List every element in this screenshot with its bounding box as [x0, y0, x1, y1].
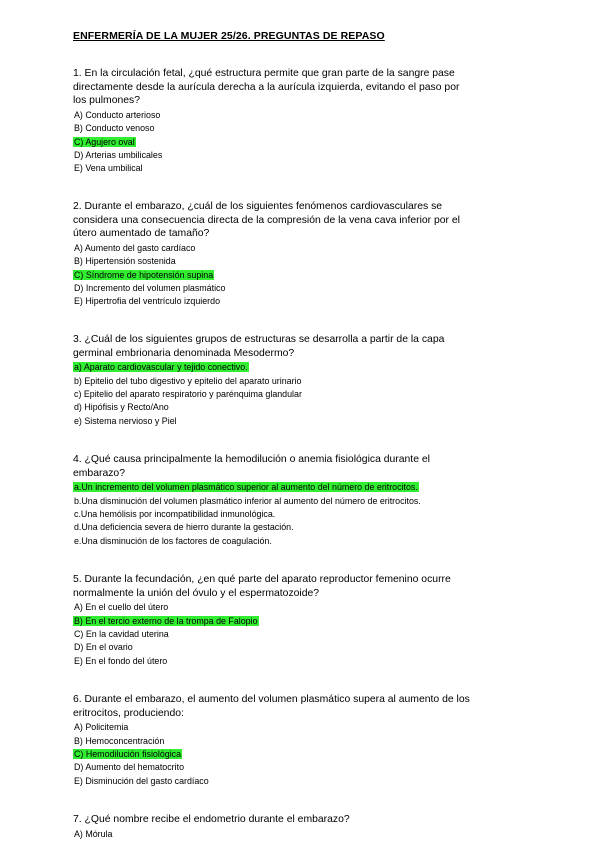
option: A) Policitemia — [74, 722, 129, 733]
option: E) Hipertrofia del ventrículo izquierdo — [74, 296, 221, 307]
option: D) Incremento del volumen plasmático — [74, 283, 226, 293]
option: E) Disminución del gasto cardíaco — [74, 775, 209, 786]
question-6 — [73, 693, 473, 788]
option: c.Una hemólisis por incompatibilidad inmunológica. — [74, 509, 276, 519]
question-text: 7. ¿Qué nombre recibe el endometrio durante el embarazo? — [73, 814, 350, 825]
option: D) En el ovario — [74, 642, 133, 653]
question-text: 1. En la circulación fetal, ¿qué estructura permite que gran parte de la sangre pase directamente desde la aurícula derecha a la aurícula izquierda, evitando el paso por los pulmones? — [73, 68, 460, 107]
option: A) En el cuello del útero — [74, 602, 169, 613]
option: D) Aumento del hematocrito — [74, 762, 185, 773]
option: c) Epitelio del aparato respiratorio y parénquima glandular — [74, 389, 302, 399]
option: e.Una disminución de los factores de coagulación. — [74, 535, 272, 546]
option: C) En la cavidad uterina — [74, 629, 169, 639]
option: E) Vena umbilical — [74, 163, 143, 174]
option: d.Una deficiencia severa de hierro durante la gestación. — [74, 522, 294, 533]
option: D) Arterias umbilicales — [74, 150, 163, 160]
option: b) Epitelio del tubo digestivo y epitelio del aparato urinario — [74, 375, 302, 386]
question-text: 6. Durante el embarazo, el aumento del volumen plasmático supera al aumento de los eritrocitos, produciendo: — [73, 694, 470, 719]
question-text: 5. Durante la fecundación, ¿en qué parte del aparato reproductor femenino ocurre normalmente la unión del óvulo y el espermatozoide? — [73, 574, 451, 599]
option-highlighted: C) Hemodilución fisiológica — [74, 749, 182, 759]
option-highlighted: C) Agujero oval — [74, 136, 135, 147]
option: A) Conducto arterioso — [74, 109, 161, 120]
question-4 — [73, 453, 483, 548]
option-highlighted: a) Aparato cardiovascular y tejido conectivo. — [74, 362, 248, 373]
option: B) Conducto venoso — [74, 123, 155, 134]
option-highlighted: C) Síndrome de hipotensión supina — [74, 269, 214, 280]
question-5 — [73, 573, 473, 668]
question-text: 2. Durante el embarazo, ¿cuál de los siguientes fenómenos cardiovasculares se considera una consecuencia directa de la compresión de la vena cava inferior por el útero aumentado de tamaño? — [73, 201, 460, 240]
option: d) Hipófisis y Recto/Ano — [74, 402, 169, 413]
question-2 — [73, 200, 473, 309]
question-7 — [73, 813, 473, 841]
option: b.Una disminución del volumen plasmático inferior al aumento del número de eritrocitos. — [74, 495, 421, 506]
option: B) Hipertensión sostenida — [74, 256, 176, 267]
option-highlighted: a.Un incremento del volumen plasmático superior al aumento del número de eritrocitos. — [74, 482, 418, 493]
question-text: 3. ¿Cuál de los siguientes grupos de estructuras se desarrolla a partir de la capa germinal embrionaria denominada Mesodermo? — [73, 334, 445, 359]
option: e) Sistema nervioso y Piel — [74, 415, 177, 426]
option: E) En el fondo del útero — [74, 655, 168, 666]
option: B) Hemoconcentración — [74, 735, 165, 746]
option: A) Aumento del gasto cardíaco — [74, 242, 196, 253]
question-text: 4. ¿Qué causa principalmente la hemodilución o anemia fisiológica durante el embarazo? — [73, 454, 430, 479]
option: A) Mórula — [74, 828, 113, 839]
option-highlighted: B) En el tercio externo de la trompa de Falopio — [74, 615, 258, 626]
document-title: ENFERMERÍA DE LA MUJER 25/26. PREGUNTAS DE REPASO — [73, 30, 385, 42]
question-3 — [73, 333, 473, 428]
question-1 — [73, 67, 473, 176]
